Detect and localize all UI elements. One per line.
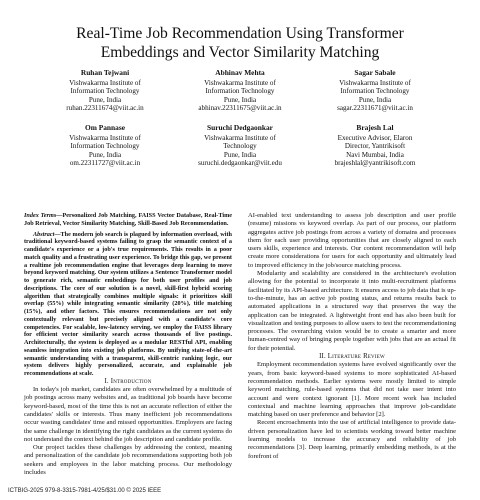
- author-affiliation: Executive Advisor, Elaron: [337, 133, 413, 142]
- author-location: Navi Mumbai, India: [346, 150, 404, 159]
- author-affiliation: Technology: [223, 142, 257, 151]
- left-column: [24, 212, 232, 477]
- author-affiliation: Vishwakarma Institute of: [339, 78, 411, 87]
- copyright-footer: ICTBIG-2025 979-8-3315-7981-4/25/$31.00 © 2025 IEEE: [8, 488, 162, 494]
- author-block: [40, 124, 170, 168]
- author-affiliation: Vishwakarma Institute of: [204, 133, 276, 142]
- authors-row-2: [40, 124, 440, 168]
- author-affiliation: Vishwakarma Institute of: [204, 78, 276, 87]
- author-location: Pune, India: [88, 150, 122, 159]
- author-location: Pune, India: [223, 95, 257, 104]
- author-name: Brajesh Lal: [356, 123, 394, 132]
- author-email: brajeshlal@yantrikisoft.com: [334, 159, 416, 168]
- title-line-1: Real-Time Job Recommendation Using Transformer: [76, 25, 404, 42]
- author-name: Ruhan Tejwani: [80, 68, 130, 77]
- body-paragraph: Our project tackles these challenges by addressing the context, meaning and personalization of the candidate job recommendations supporting both job seekers and employees in the labor matching process. Our methodology includes: [24, 444, 232, 477]
- author-email: ruhan.22311674@viit.ac.in: [66, 104, 144, 113]
- author-name: Abhinav Mehta: [215, 68, 265, 77]
- authors-row-1: [40, 69, 440, 113]
- author-affiliation: Vishwakarma Institute of: [69, 78, 141, 87]
- title-line-2: Embeddings and Vector Similarity Matching: [100, 44, 380, 61]
- body-paragraph: AI-enabled text understanding to assess job description and user profile (resume) missions vs keyword overlap. As part of our process, our platform aggregates active job postings from across a variety of domains and processes them for each user providing opportunities that are closely aligned to each users skills, experience and interests. Our content recommendation will help create more considerations for users for each opportunity and ultimately lead to improved efficiency in the job/source matching process.: [248, 212, 456, 269]
- author-block: [40, 69, 170, 113]
- index-terms-label: Index Terms: [24, 212, 57, 219]
- author-email: abhinav.22311675@viit.ac.in: [198, 104, 282, 113]
- author-name: Om Pannase: [84, 123, 126, 132]
- abstract-text: —The modern job search is plagued by information overload, with traditional keyword-based systems failing to grasp the semantic context of a candidate's experience or a job's true requirements. This results in a poor match quality and a frustrating user experience. To bridge this gap, we present a realtime job recommendation engine that leverages deep learning to move beyond keyword matching. Our system utilizes a Sentence Transformer model to generate rich, semantic embeddings for both user profiles and job descriptions. The core of our solution is a novel, skill-first hybrid scoring algorithm that strategically combines multiple signals: it prioritizes skill overlap (55%) while integrating semantic similarity (20%), title matching (15%), and other factors. This ensures recommendations are not only contextually relevant but precisely aligned with a candidate's core competencies. For scalable, low-latency serving, we employ the FAISS library for efficient vector similarity search across thousands of live postings. Architecturally, the system is deployed as a modular RESTful API, enabling seamless integration into existing job platforms. By unifying state-of-the-art semantic understanding with a transparent, skill-centric ranking logic, our system delivers highly personalized, accurate, and explainable job recommendations at scale.: [24, 230, 232, 377]
- author-name: Suruchi Dedgaonkar: [207, 123, 273, 132]
- section-heading-introduction: I. Introduction: [104, 377, 152, 385]
- author-location: Pune, India: [358, 95, 392, 104]
- author-affiliation: Vishwakarma Institute of: [69, 133, 141, 142]
- author-block: [175, 69, 305, 113]
- paper-title: [20, 24, 460, 62]
- author-affiliation: Information Technology: [205, 87, 275, 96]
- right-column: [248, 212, 456, 461]
- body-paragraph: Employment recommendation systems have evolved significantly over the years, from basic keyword-based systems to more sophisticated AI-based recommendation methods. Earlier systems were mostly limited to simple keyword matching, rule-based systems that did not take user intent into account and were context ignorant [1]. More recent work has included contextual and machine learning approaches that improve job-candidate matching based on user preference and behavior [2].: [248, 361, 456, 419]
- author-block: [175, 124, 305, 168]
- abstract: [24, 231, 232, 378]
- body-paragraph: Modularity and scalability are considered in the architecture's evolution allowing for the potential to incorporate it into multi-recruitment platforms facilitated by its API-based architecture. It ensures access to job data that is up-to-the-minute, has an active job posting status, and returns results back to automated applications in a structured way that preserves the way the application can be integrated. A lightweight front end has also been built for visualization and testing purposes to allow users to test the recommendationing processes. The overarching vision would be to create a smarter and more human-centred way of bringing people together with jobs that are an actual fit for their potential.: [248, 270, 456, 352]
- author-affiliation: Information Technology: [340, 87, 410, 96]
- index-terms-text: —Personalized Job Matching, FAISS Vector Database, Real-Time Job Retrieval, Vector Similarity Matching, Skill-Based Job Recommendation.: [24, 212, 232, 227]
- author-affiliation: Information Technology: [70, 142, 140, 151]
- author-location: Pune, India: [223, 150, 257, 159]
- section-heading-literature-review: II. Literature Review: [319, 353, 385, 361]
- author-affiliation: Director, Yantrikisoft: [344, 142, 406, 151]
- index-terms: [24, 212, 232, 228]
- abstract-label: Abstract: [33, 230, 55, 238]
- body-paragraph: Recent encroachments into the use of artificial intelligence to provide data-driven personalization have led to scientists working toward better machine learning models to increase the accuracy and reliability of job recommendations [3]. Deep learning, primarily embedding methods, is at the forefront of: [248, 419, 456, 460]
- author-name: Sagar Sabale: [354, 68, 396, 77]
- author-email: sagar.22311671@viit.ac.in: [337, 104, 413, 113]
- body-paragraph: In today's job market, candidates are often overwhelmed by a multitude of job postings across many websites and, as traditional job boards have become keyword-based, most of the time this is not an accurate reflection of either the candidates' skills or interests. Thus many inefficient job recommendations occur wasting candidates' time and missed opportunities. Employers are facing the same challenge in identifying the right candidates as the current systems do not understand the context behind the job description and candidate profile.: [24, 386, 232, 443]
- author-block: [310, 69, 440, 113]
- author-location: Pune, India: [88, 95, 122, 104]
- author-affiliation: Information Technology: [70, 87, 140, 96]
- author-email: om.22311727@viit.ac.in: [69, 159, 141, 168]
- author-email: suruchi.dedgaonkar@viit.edu: [198, 159, 282, 168]
- author-block: [310, 124, 440, 168]
